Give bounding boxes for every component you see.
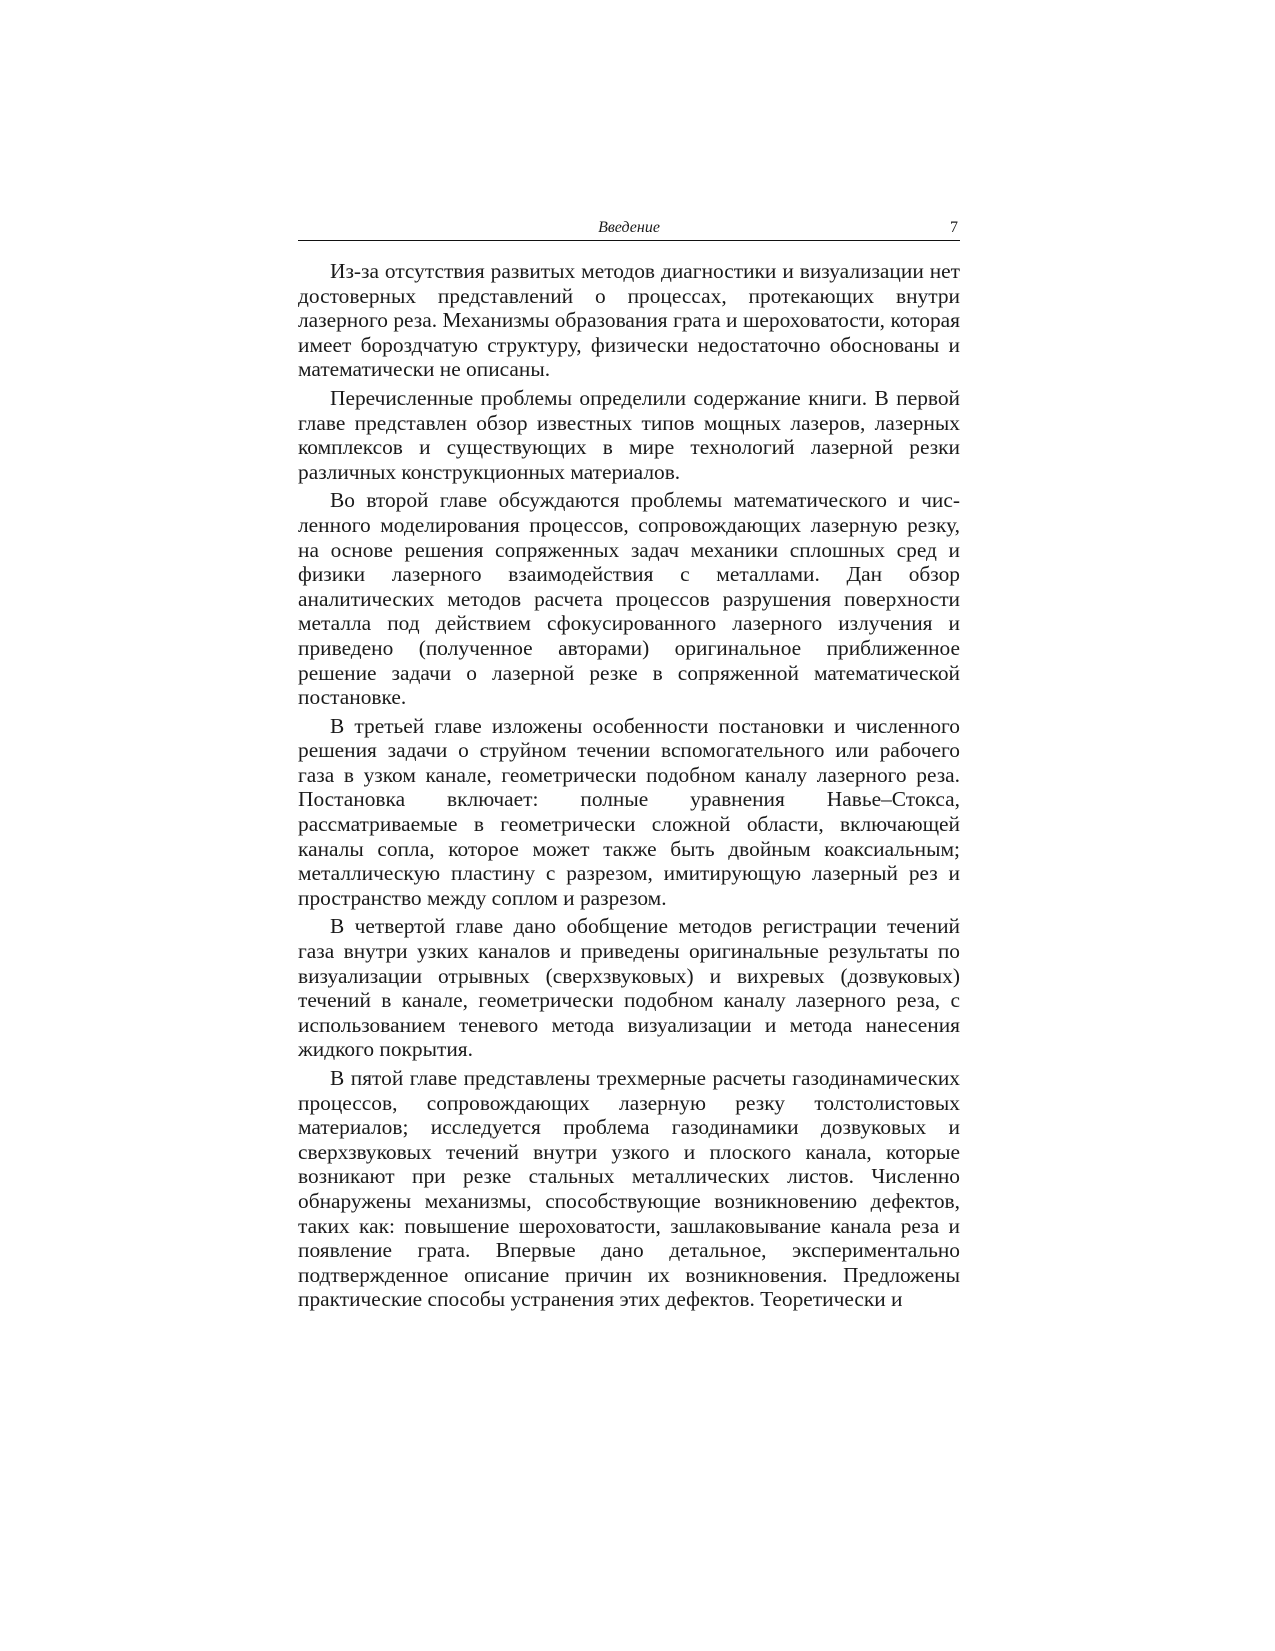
body-text	[298, 259, 960, 1312]
paragraph: Из-за отсутствия развитых методов диагностики и визуализации нет достоверных представлений о процессах, протекающих внутри лазерного реза. Механизмы образования грата и шероховатости, которая имеет бороздчатую структуру, физически недостаточно обоснованы и математически не описаны.	[298, 259, 960, 382]
running-head	[298, 214, 960, 241]
paragraph: Перечисленные проблемы определили содержание книги. В первой главе представлен обзор известных типов мощных лазеров, лазерных комплексов и существующих в мире технологий лазерной резки различных конструкционных материалов.	[298, 385, 960, 484]
running-title: Введение	[598, 219, 660, 236]
book-page	[298, 214, 960, 1316]
page-number: 7	[950, 219, 958, 236]
paragraph: В пятой главе представлены трехмерные расчеты газодинамических процессов, сопровождающих лазерную резку толстолистовых материалов; исследуется проблема газодинамики дозвуковых и сверхзвуковых течений внутри узкого и плоского канала, которые возникают при резке стальных металлических листов. Численно обнаружены механизмы, способствующие возникновению дефектов, таких как: повышение шероховатости, зашлаковывание канала реза и появление грата. Впервые дано детальное, экспериментально подтвержденное описание причин их возникновения. Предложены практические способы устранения этих дефектов. Теоретически и	[298, 1066, 960, 1312]
paragraph: Во второй главе обсуждаются проблемы математического и численного моделирования процессов, сопровождающих лазерную резку, на основе решения сопряженных задач механики сплошных сред и физики лазерного взаимодействия с металлами. Дан обзор аналитических методов расчета процессов разрушения поверхности металла под действием сфокусированного лазерного излучения и приведено (полученное авторами) оригинальное приближенное решение задачи о лазерной резке в сопряженной математической постановке.	[298, 488, 960, 710]
paragraph: В третьей главе изложены особенности постановки и численного решения задачи о струйном течении вспомогательного или рабочего газа в узком канале, геометрически подобном каналу лазерного реза. Постановка включает: полные уравнения Навье–Стокса, рассматриваемые в геометрически сложной области, включающей каналы сопла, которое может также быть двойным коаксиальным; металлическую пластину с разрезом, имитирующую лазерный рез и пространство между соплом и разрезом.	[298, 713, 960, 910]
paragraph: В четвертой главе дано обобщение методов регистрации течений газа внутри узких каналов и приведены оригинальные результаты по визуализации отрывных (сверхзвуковых) и вихревых (дозвуковых) течений в канале, геометрически подобном каналу лазерного реза, с использованием теневого метода визуализации и метода нанесения жидкого покрытия.	[298, 914, 960, 1062]
